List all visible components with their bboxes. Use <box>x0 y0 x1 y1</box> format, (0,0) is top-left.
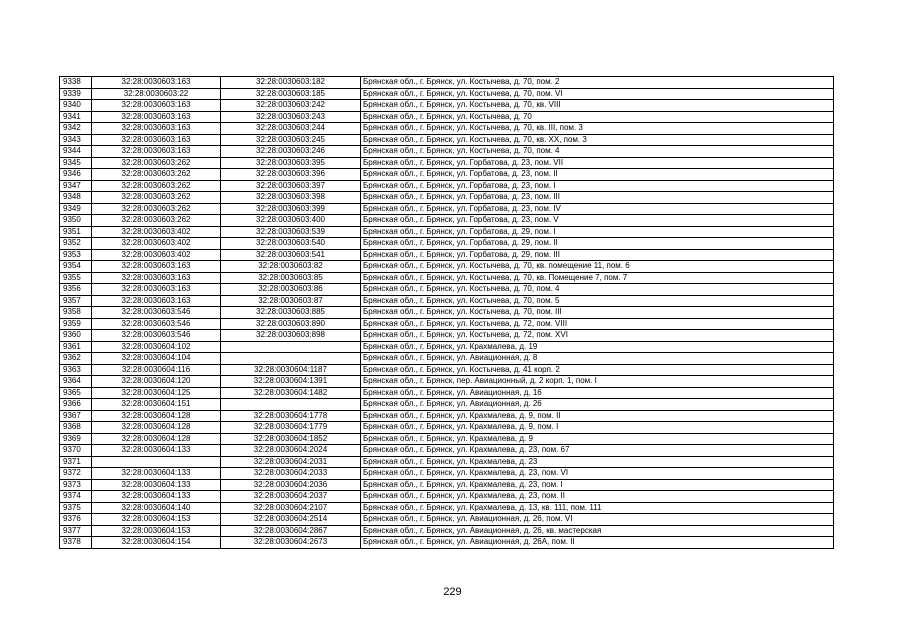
address-cell: Брянская обл., г. Брянск, ул. Костычева, д. 70, кв. VIII <box>361 100 834 112</box>
object-cadastral-number-cell <box>221 399 361 411</box>
row-number-cell: 9357 <box>60 295 92 307</box>
table-row <box>60 433 834 445</box>
parcel-cadastral-number-cell: 32:28:0030604:133 <box>92 468 221 480</box>
table-row <box>60 238 834 250</box>
object-cadastral-number-cell: 32:28:0030604:1778 <box>221 410 361 422</box>
row-number-cell: 9373 <box>60 479 92 491</box>
parcel-cadastral-number-cell: 32:28:0030603:163 <box>92 100 221 112</box>
table-row <box>60 468 834 480</box>
table-row <box>60 307 834 319</box>
row-number-cell: 9361 <box>60 341 92 353</box>
parcel-cadastral-number-cell: 32:28:0030604:125 <box>92 387 221 399</box>
parcel-cadastral-number-cell: 32:28:0030604:153 <box>92 514 221 526</box>
table-row <box>60 77 834 89</box>
parcel-cadastral-number-cell: 32:28:0030603:163 <box>92 77 221 89</box>
object-cadastral-number-cell <box>221 341 361 353</box>
row-number-cell: 9345 <box>60 157 92 169</box>
address-cell: Брянская обл., г. Брянск, ул. Крахмалева, д. 19 <box>361 341 834 353</box>
table-row <box>60 261 834 273</box>
row-number-cell: 9348 <box>60 192 92 204</box>
object-cadastral-number-cell: 32:28:0030603:398 <box>221 192 361 204</box>
table-row <box>60 525 834 537</box>
address-cell: Брянская обл., г. Брянск, ул. Горбатова, д. 23, пом. III <box>361 192 834 204</box>
object-cadastral-number-cell: 32:28:0030604:2673 <box>221 537 361 549</box>
object-cadastral-number-cell: 32:28:0030604:1779 <box>221 422 361 434</box>
address-cell: Брянская обл., г. Брянск, ул. Горбатова, д. 23, пом. V <box>361 215 834 227</box>
row-number-cell: 9368 <box>60 422 92 434</box>
page-number: 229 <box>443 586 462 598</box>
row-number-cell: 9353 <box>60 249 92 261</box>
parcel-cadastral-number-cell: 32:28:0030603:546 <box>92 307 221 319</box>
object-cadastral-number-cell: 32:28:0030604:2514 <box>221 514 361 526</box>
table-row <box>60 445 834 457</box>
parcel-cadastral-number-cell: 32:28:0030603:262 <box>92 180 221 192</box>
parcel-cadastral-number-cell: 32:28:0030604:133 <box>92 445 221 457</box>
parcel-cadastral-number-cell: 32:28:0030603:402 <box>92 226 221 238</box>
parcel-cadastral-number-cell: 32:28:0030603:262 <box>92 192 221 204</box>
table-row <box>60 169 834 181</box>
parcel-cadastral-number-cell: 32:28:0030603:262 <box>92 169 221 181</box>
parcel-cadastral-number-cell: 32:28:0030603:163 <box>92 123 221 135</box>
address-cell: Брянская обл., г. Брянск, ул. Костычева, д. 70, пом. VI <box>361 88 834 100</box>
row-number-cell: 9339 <box>60 88 92 100</box>
address-cell: Брянская обл., г. Брянск, ул. Костычева, д. 41 корп. 2 <box>361 364 834 376</box>
table-row <box>60 146 834 158</box>
table-row <box>60 215 834 227</box>
table-row <box>60 295 834 307</box>
address-cell: Брянская обл., г. Брянск, ул. Костычева, д. 70, пом. III <box>361 307 834 319</box>
row-number-cell: 9358 <box>60 307 92 319</box>
table-row <box>60 399 834 411</box>
address-cell: Брянская обл., г. Брянск, ул. Горбатова, д. 29, пом. II <box>361 238 834 250</box>
object-cadastral-number-cell: 32:28:0030603:82 <box>221 261 361 273</box>
address-cell: Брянская обл., г. Брянск, ул. Авиационная, д. 16 <box>361 387 834 399</box>
address-cell: Брянская обл., г. Брянск, ул. Авиационная, д. 26, кв. мастерская <box>361 525 834 537</box>
row-number-cell: 9364 <box>60 376 92 388</box>
row-number-cell: 9370 <box>60 445 92 457</box>
row-number-cell: 9350 <box>60 215 92 227</box>
parcel-cadastral-number-cell: 32:28:0030604:128 <box>92 410 221 422</box>
object-cadastral-number-cell: 32:28:0030604:2107 <box>221 502 361 514</box>
object-cadastral-number-cell: 32:28:0030603:182 <box>221 77 361 89</box>
address-cell: Брянская обл., г. Брянск, ул. Костычева, д. 70 <box>361 111 834 123</box>
table-row <box>60 88 834 100</box>
object-cadastral-number-cell: 32:28:0030604:1391 <box>221 376 361 388</box>
table-row <box>60 364 834 376</box>
parcel-cadastral-number-cell: 32:28:0030604:154 <box>92 537 221 549</box>
object-cadastral-number-cell: 32:28:0030604:2033 <box>221 468 361 480</box>
row-number-cell: 9365 <box>60 387 92 399</box>
row-number-cell: 9372 <box>60 468 92 480</box>
parcel-cadastral-number-cell: 32:28:0030604:151 <box>92 399 221 411</box>
object-cadastral-number-cell: 32:28:0030603:395 <box>221 157 361 169</box>
object-cadastral-number-cell: 32:28:0030604:2036 <box>221 479 361 491</box>
address-cell: Брянская обл., г. Брянск, ул. Крахмалева, д. 23, пом. VI <box>361 468 834 480</box>
address-cell: Брянская обл., г. Брянск, ул. Крахмалева, д. 23, пом. I <box>361 479 834 491</box>
address-cell: Брянская обл., г. Брянск, ул. Костычева, д. 70, пом. 4 <box>361 146 834 158</box>
object-cadastral-number-cell: 32:28:0030604:1482 <box>221 387 361 399</box>
address-cell: Брянская обл., г. Брянск, ул. Горбатова, д. 23, пом. II <box>361 169 834 181</box>
table-row <box>60 272 834 284</box>
records-table-body <box>60 77 834 549</box>
row-number-cell: 9347 <box>60 180 92 192</box>
records-table <box>59 76 834 549</box>
address-cell: Брянская обл., г. Брянск, ул. Авиационная, д. 26 <box>361 399 834 411</box>
object-cadastral-number-cell: 32:28:0030603:890 <box>221 318 361 330</box>
table-row <box>60 479 834 491</box>
parcel-cadastral-number-cell: 32:28:0030603:262 <box>92 203 221 215</box>
parcel-cadastral-number-cell: 32:28:0030603:402 <box>92 249 221 261</box>
table-row <box>60 410 834 422</box>
parcel-cadastral-number-cell: 32:28:0030604:120 <box>92 376 221 388</box>
object-cadastral-number-cell: 32:28:0030603:399 <box>221 203 361 215</box>
address-cell: Брянская обл., г. Брянск, ул. Крахмалева, д. 23, пом. II <box>361 491 834 503</box>
row-number-cell: 9342 <box>60 123 92 135</box>
address-cell: Брянская обл., г. Брянск, пер. Авиационный, д. 2 корп. 1, пом. I <box>361 376 834 388</box>
address-cell: Брянская обл., г. Брянск, ул. Крахмалева, д. 9 <box>361 433 834 445</box>
object-cadastral-number-cell: 32:28:0030603:540 <box>221 238 361 250</box>
parcel-cadastral-number-cell: 32:28:0030604:153 <box>92 525 221 537</box>
address-cell: Брянская обл., г. Брянск, ул. Костычева, д. 70, кв. XX, пом. 3 <box>361 134 834 146</box>
object-cadastral-number-cell: 32:28:0030603:87 <box>221 295 361 307</box>
address-cell: Брянская обл., г. Брянск, ул. Крахмалева, д. 23 <box>361 456 834 468</box>
parcel-cadastral-number-cell: 32:28:0030603:163 <box>92 146 221 158</box>
address-cell: Брянская обл., г. Брянск, ул. Горбатова, д. 23, пом. VII <box>361 157 834 169</box>
address-cell: Брянская обл., г. Брянск, ул. Костычева, д. 70, пом. 2 <box>361 77 834 89</box>
row-number-cell: 9366 <box>60 399 92 411</box>
parcel-cadastral-number-cell: 32:28:0030603:163 <box>92 261 221 273</box>
address-cell: Брянская обл., г. Брянск, ул. Костычева, д. 70, кв. Помещение 7, пом. 7 <box>361 272 834 284</box>
parcel-cadastral-number-cell: 32:28:0030604:102 <box>92 341 221 353</box>
address-cell: Брянская обл., г. Брянск, ул. Крахмалева, д. 13, кв. 111, пом. 111 <box>361 502 834 514</box>
table-row <box>60 203 834 215</box>
address-cell: Брянская обл., г. Брянск, ул. Крахмалева, д. 9, пом. II <box>361 410 834 422</box>
parcel-cadastral-number-cell: 32:28:0030603:262 <box>92 215 221 227</box>
parcel-cadastral-number-cell: 32:28:0030603:163 <box>92 295 221 307</box>
table-row <box>60 180 834 192</box>
row-number-cell: 9338 <box>60 77 92 89</box>
parcel-cadastral-number-cell: 32:28:0030603:546 <box>92 330 221 342</box>
row-number-cell: 9349 <box>60 203 92 215</box>
address-cell: Брянская обл., г. Брянск, ул. Костычева, д. 70, кв. III, пом. 3 <box>361 123 834 135</box>
parcel-cadastral-number-cell: 32:28:0030603:163 <box>92 272 221 284</box>
address-cell: Брянская обл., г. Брянск, ул. Горбатова, д. 29, пом. I <box>361 226 834 238</box>
row-number-cell: 9354 <box>60 261 92 273</box>
object-cadastral-number-cell: 32:28:0030603:242 <box>221 100 361 112</box>
object-cadastral-number-cell: 32:28:0030603:243 <box>221 111 361 123</box>
parcel-cadastral-number-cell <box>92 456 221 468</box>
row-number-cell: 9377 <box>60 525 92 537</box>
table-row <box>60 502 834 514</box>
table-row <box>60 330 834 342</box>
row-number-cell: 9344 <box>60 146 92 158</box>
table-row <box>60 353 834 365</box>
object-cadastral-number-cell: 32:28:0030603:898 <box>221 330 361 342</box>
row-number-cell: 9343 <box>60 134 92 146</box>
parcel-cadastral-number-cell: 32:28:0030603:163 <box>92 284 221 296</box>
address-cell: Брянская обл., г. Брянск, ул. Авиационная, д. 26А, пом. II <box>361 537 834 549</box>
address-cell: Брянская обл., г. Брянск, ул. Горбатова, д. 23, пом. I <box>361 180 834 192</box>
parcel-cadastral-number-cell: 32:28:0030603:262 <box>92 157 221 169</box>
parcel-cadastral-number-cell: 32:28:0030604:128 <box>92 433 221 445</box>
row-number-cell: 9374 <box>60 491 92 503</box>
address-cell: Брянская обл., г. Брянск, ул. Костычева, д. 70, кв. помещение 11, пом. 6 <box>361 261 834 273</box>
table-row <box>60 376 834 388</box>
parcel-cadastral-number-cell: 32:28:0030603:22 <box>92 88 221 100</box>
parcel-cadastral-number-cell: 32:28:0030604:128 <box>92 422 221 434</box>
address-cell: Брянская обл., г. Брянск, ул. Крахмалева, д. 23, пом. 67 <box>361 445 834 457</box>
table-row <box>60 514 834 526</box>
address-cell: Брянская обл., г. Брянск, ул. Костычева, д. 70, пом. 4 <box>361 284 834 296</box>
address-cell: Брянская обл., г. Брянск, ул. Крахмалева, д. 9, пом. I <box>361 422 834 434</box>
row-number-cell: 9346 <box>60 169 92 181</box>
object-cadastral-number-cell: 32:28:0030603:86 <box>221 284 361 296</box>
table-row <box>60 192 834 204</box>
table-row <box>60 123 834 135</box>
table-row <box>60 456 834 468</box>
address-cell: Брянская обл., г. Брянск, ул. Авиационная, д. 8 <box>361 353 834 365</box>
object-cadastral-number-cell: 32:28:0030603:397 <box>221 180 361 192</box>
row-number-cell: 9351 <box>60 226 92 238</box>
row-number-cell: 9340 <box>60 100 92 112</box>
address-cell: Брянская обл., г. Брянск, ул. Костычева, д. 72, пом. VIII <box>361 318 834 330</box>
row-number-cell: 9371 <box>60 456 92 468</box>
object-cadastral-number-cell: 32:28:0030604:2031 <box>221 456 361 468</box>
address-cell: Брянская обл., г. Брянск, ул. Горбатова, д. 29, пом. III <box>361 249 834 261</box>
object-cadastral-number-cell: 32:28:0030603:85 <box>221 272 361 284</box>
table-row <box>60 284 834 296</box>
parcel-cadastral-number-cell: 32:28:0030603:402 <box>92 238 221 250</box>
parcel-cadastral-number-cell: 32:28:0030604:104 <box>92 353 221 365</box>
object-cadastral-number-cell: 32:28:0030603:541 <box>221 249 361 261</box>
row-number-cell: 9341 <box>60 111 92 123</box>
parcel-cadastral-number-cell: 32:28:0030603:546 <box>92 318 221 330</box>
object-cadastral-number-cell: 32:28:0030603:245 <box>221 134 361 146</box>
table-row <box>60 387 834 399</box>
address-cell: Брянская обл., г. Брянск, ул. Костычева, д. 72, пом. XVI <box>361 330 834 342</box>
object-cadastral-number-cell: 32:28:0030603:185 <box>221 88 361 100</box>
table-row <box>60 318 834 330</box>
table-row <box>60 226 834 238</box>
object-cadastral-number-cell: 32:28:0030604:2024 <box>221 445 361 457</box>
object-cadastral-number-cell: 32:28:0030603:246 <box>221 146 361 158</box>
address-cell: Брянская обл., г. Брянск, ул. Костычева, д. 70, пом. 5 <box>361 295 834 307</box>
parcel-cadastral-number-cell: 32:28:0030604:140 <box>92 502 221 514</box>
row-number-cell: 9362 <box>60 353 92 365</box>
table-row <box>60 491 834 503</box>
object-cadastral-number-cell: 32:28:0030603:400 <box>221 215 361 227</box>
row-number-cell: 9376 <box>60 514 92 526</box>
table-row <box>60 134 834 146</box>
object-cadastral-number-cell: 32:28:0030603:396 <box>221 169 361 181</box>
row-number-cell: 9363 <box>60 364 92 376</box>
table-row <box>60 249 834 261</box>
parcel-cadastral-number-cell: 32:28:0030603:163 <box>92 111 221 123</box>
object-cadastral-number-cell: 32:28:0030604:2867 <box>221 525 361 537</box>
row-number-cell: 9359 <box>60 318 92 330</box>
row-number-cell: 9378 <box>60 537 92 549</box>
row-number-cell: 9369 <box>60 433 92 445</box>
row-number-cell: 9360 <box>60 330 92 342</box>
object-cadastral-number-cell: 32:28:0030603:244 <box>221 123 361 135</box>
table-row <box>60 100 834 112</box>
object-cadastral-number-cell: 32:28:0030603:885 <box>221 307 361 319</box>
parcel-cadastral-number-cell: 32:28:0030604:133 <box>92 491 221 503</box>
address-cell: Брянская обл., г. Брянск, ул. Авиационная, д. 26, пом. VI <box>361 514 834 526</box>
row-number-cell: 9375 <box>60 502 92 514</box>
row-number-cell: 9355 <box>60 272 92 284</box>
parcel-cadastral-number-cell: 32:28:0030604:133 <box>92 479 221 491</box>
row-number-cell: 9356 <box>60 284 92 296</box>
object-cadastral-number-cell: 32:28:0030604:1187 <box>221 364 361 376</box>
object-cadastral-number-cell <box>221 353 361 365</box>
address-cell: Брянская обл., г. Брянск, ул. Горбатова, д. 23, пом. IV <box>361 203 834 215</box>
parcel-cadastral-number-cell: 32:28:0030603:163 <box>92 134 221 146</box>
table-row <box>60 157 834 169</box>
object-cadastral-number-cell: 32:28:0030604:1852 <box>221 433 361 445</box>
table-row <box>60 422 834 434</box>
table-row <box>60 111 834 123</box>
object-cadastral-number-cell: 32:28:0030604:2037 <box>221 491 361 503</box>
row-number-cell: 9367 <box>60 410 92 422</box>
table-row <box>60 341 834 353</box>
row-number-cell: 9352 <box>60 238 92 250</box>
object-cadastral-number-cell: 32:28:0030603:539 <box>221 226 361 238</box>
table-row <box>60 537 834 549</box>
parcel-cadastral-number-cell: 32:28:0030604:116 <box>92 364 221 376</box>
